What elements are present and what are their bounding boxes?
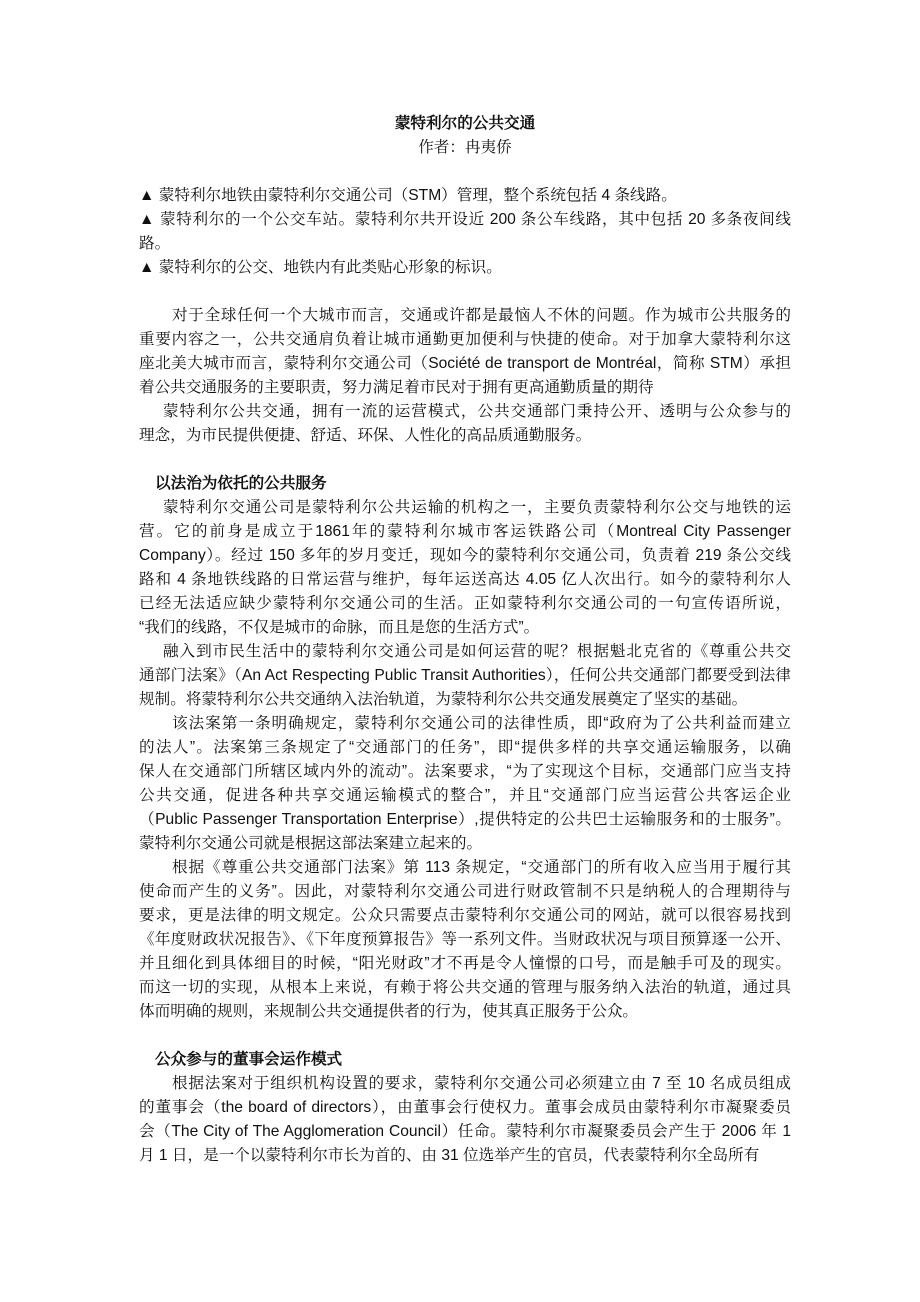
text-line: Company）。经过 150 多年的岁月变迁，现如今的蒙特利尔交通公司，负责着 219 条公交线 [139, 547, 791, 564]
text-line: 月 1 日，是一个以蒙特利尔市长为首的、由 31 位选举产生的官员，代表蒙特利尔全岛所有 [139, 1147, 760, 1164]
text-line: 蒙特利尔的公共交通 [394, 115, 536, 132]
text-line: 规制。将蒙特利尔公共交通纳入法治轨道，为蒙特利尔公共交通发展奠定了坚实的基础。 [139, 691, 748, 708]
text-line: 该法案第一条明确规定，蒙特利尔交通公司的法律性质，即“政府为了公共利益而建立 [172, 715, 791, 732]
text-line: 公众参与的董事会运作模式 [155, 1051, 343, 1068]
bullet-item [139, 184, 791, 208]
text-line: 使命而产生的义务”。因此，对蒙特利尔交通公司进行财政管制不只是纳税人的合理期待与 [139, 883, 791, 900]
section-heading [139, 1048, 791, 1072]
text-line [139, 280, 791, 304]
paragraph [139, 496, 791, 640]
text-line: 根据《尊重公共交通部门法案》第 113 条规定，“交通部门的所有收入应当用于履行其 [172, 859, 791, 876]
text-line: （Public Passenger Transportation Enterprise）,提供特定的公共巴士运输服务和的士服务”。 [139, 811, 791, 828]
bullet-item [139, 208, 791, 256]
text-line: 而这一切的实现，从根本上来说，有赖于将公共交通的管理与服务纳入法治的轨道，通过具 [139, 979, 791, 996]
text-line: 保人在交通部门所辖区域内外的流动”。法案要求，“为了实现这个目标，交通部门应当支持 [139, 763, 791, 780]
bullet-item [139, 256, 791, 280]
text-line: 营。它的前身是成立于1861年的蒙特利尔城市客运铁路公司（Montreal City Passenger [139, 523, 791, 540]
text-line: ▲ 蒙特利尔的公交、地铁内有此类贴心形象的标识。 [139, 259, 502, 276]
blank-line [139, 1024, 791, 1048]
text-line: 融入到市民生活中的蒙特利尔交通公司是如何运营的呢？根据魁北克省的《尊重公共交 [163, 643, 791, 660]
text-line: ▲ 蒙特利尔地铁由蒙特利尔交通公司（STM）管理，整个系统包括 4 条线路。 [139, 187, 677, 204]
paragraph [139, 712, 791, 856]
text-line: 根据法案对于组织机构设置的要求，蒙特利尔交通公司必须建立由 7 至 10 名成员组成 [172, 1075, 791, 1092]
text-line: 并且细化到具体细目的时候，“阳光财政”才不再是令人憧憬的口号，而是触手可及的现实。 [139, 955, 791, 972]
paragraph [139, 640, 791, 712]
text-line: ▲ 蒙特利尔的一个公交车站。蒙特利尔共开设近 200 条公车线路，其中包括 20 多条夜间线 [139, 211, 791, 228]
text-line: 座北美大城市而言，蒙特利尔交通公司（Société de transport de Montréal，简称 STM）承担 [139, 355, 791, 372]
text-line: 着公共交通服务的主要职责，努力满足着市民对于拥有更高通勤质量的期待 [139, 379, 654, 396]
paragraph [139, 400, 791, 448]
text-line: 蒙特利尔公共交通，拥有一流的运营模式，公共交通部门秉持公开、透明与公众参与的 [163, 403, 791, 420]
text-line: “我们的线路，不仅是城市的命脉，而且是您的生活方式”。 [139, 619, 540, 636]
text-line: 蒙特利尔交通公司是蒙特利尔公共运输的机构之一，主要负责蒙特利尔公交与地铁的运 [163, 499, 791, 516]
blank-line [139, 448, 791, 472]
document-title [139, 112, 791, 136]
paragraph [139, 856, 791, 1024]
text-line: 重要内容之一，公共交通肩负着让城市通勤更加便利与快捷的使命。对于加拿大蒙特利尔这 [139, 331, 791, 348]
paragraph [139, 304, 791, 400]
document-page [139, 112, 791, 1168]
section-heading [139, 472, 791, 496]
text-line: 体而明确的规则，来规制公共交通提供者的行为，使其真正服务于公众。 [139, 1003, 639, 1020]
text-line: 要求，更是法律的明文规定。公众只需要点击蒙特利尔交通公司的网站，就可以很容易找到 [139, 907, 791, 924]
text-line: 理念，为市民提供便捷、舒适、环保、人性化的高品质通勤服务。 [139, 427, 592, 444]
text-line: 通部门法案》（An Act Respecting Public Transit Authorities），任何公共交通部门都要受到法律 [139, 667, 791, 684]
text-line [139, 448, 791, 472]
blank-line [139, 280, 791, 304]
text-line: 蒙特利尔交通公司就是根据这部法案建立起来的。 [139, 835, 483, 852]
text-line [139, 1024, 791, 1048]
text-line: 以法治为依托的公共服务 [155, 475, 327, 492]
paragraph [139, 1072, 791, 1168]
blank-line [139, 160, 791, 184]
text-line: 会（The City of The Agglomeration Council）任命。蒙特利尔市凝聚委员会产生于 2006 年 1 [139, 1123, 791, 1140]
text-line: 对于全球任何一个大城市而言，交通或许都是最恼人不休的问题。作为城市公共服务的 [172, 307, 791, 324]
text-line: 的董事会（the board of directors），由董事会行使权力。董事会成员由蒙特利尔市凝聚委员 [139, 1099, 791, 1116]
text-line: 已经无法适应缺少蒙特利尔交通公司的生活。正如蒙特利尔交通公司的一句宣传语所说， [139, 595, 791, 612]
text-line: 路。 [139, 235, 171, 252]
author-line [139, 136, 791, 160]
text-line: 路和 4 条地铁线路的日常运营与维护，每年运送高达 4.05 亿人次出行。如今的蒙特利尔人 [139, 571, 791, 588]
text-line [139, 160, 791, 184]
text-line: 作者：冉夷侨 [418, 139, 512, 156]
text-line: 《年度财政状况报告》、《下年度预算报告》等一系列文件。当财政状况与项目预算逐一公开、 [139, 931, 791, 948]
text-line: 的法人”。法案第三条规定了“交通部门的任务”，即“提供多样的共享交通运输服务，以确 [139, 739, 791, 756]
text-line: 公共交通，促进各种共享交通运输模式的整合”，并且“交通部门应当运营公共客运企业 [139, 787, 791, 804]
